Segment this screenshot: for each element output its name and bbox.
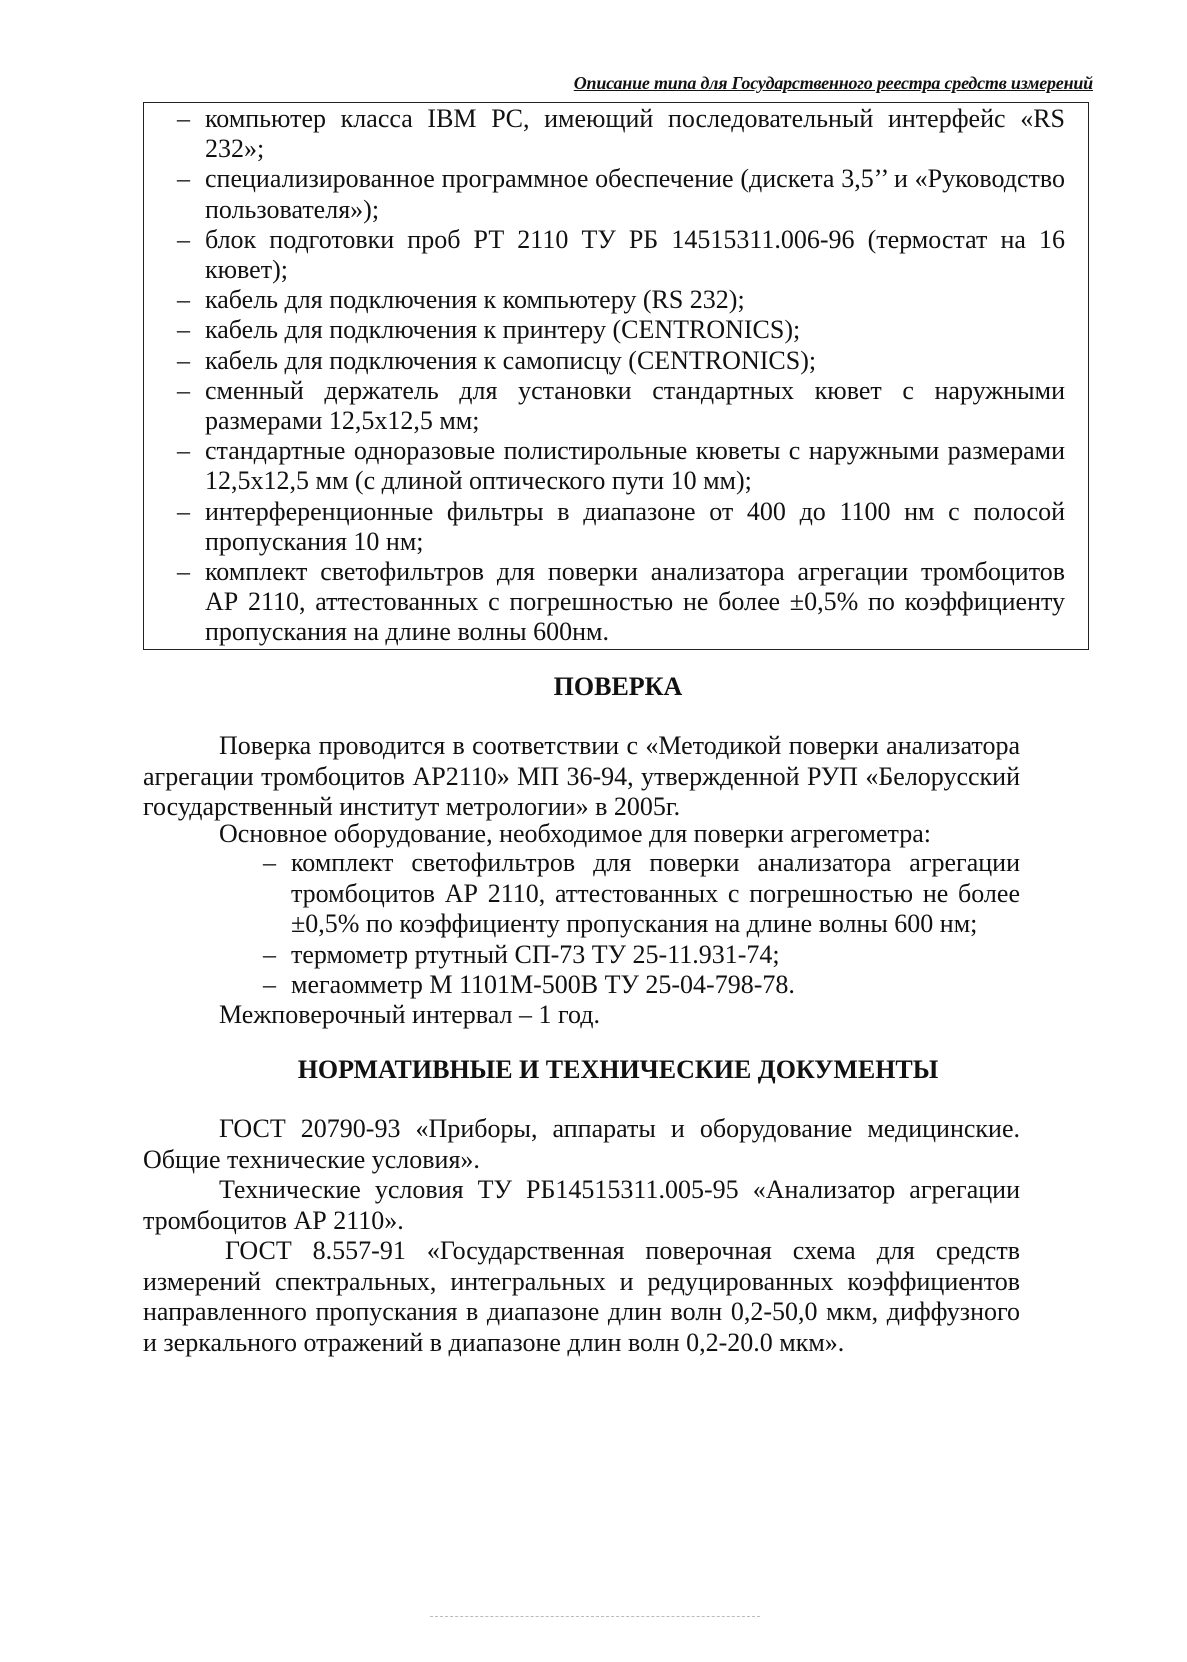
scan-artifact-line bbox=[430, 1616, 760, 1618]
normative-doc-paragraph: ГОСТ 8.557-91 «Государственная поверочная схема для средств измерений спектральных, интегральных и редуцированных коэффициентов направленного пропускания в диапазоне длин волн 0,2-50,0 мкм, диффузного и зеркального отражений в диапазоне длин волн 0,2-20.0 мкм». bbox=[143, 1236, 1020, 1357]
verification-equipment-lead: Основное оборудование, необходимое для поверки агрегометра: bbox=[219, 819, 931, 848]
dash-marker: – bbox=[263, 848, 276, 877]
list-item: – специализированное программное обеспечение (дискета 3,5’’ и «Руководство пользователя»); bbox=[177, 164, 1065, 224]
dash-marker: – bbox=[177, 496, 190, 526]
list-item: – компьютер класса IBM PC, имеющий последовательный интерфейс «RS 232»; bbox=[177, 104, 1065, 164]
section-heading-verification: ПОВЕРКА bbox=[553, 672, 683, 701]
list-item: – комплект светофильтров для поверки анализатора агрегации тромбоцитов АР 2110, аттестованных с погрешностью не более ±0,5% по коэффициенту пропускания на длине волны 600нм. bbox=[177, 557, 1065, 647]
list-item: – кабель для подключения к принтеру (CENTRONICS); bbox=[177, 315, 801, 345]
normative-doc-paragraph: Технические условия ТУ РБ14515311.005-95 «Анализатор агрегации тромбоцитов АР 2110». bbox=[143, 1175, 1020, 1235]
dash-marker: – bbox=[177, 557, 190, 587]
equipment-list bbox=[177, 104, 1065, 648]
list-item: – блок подготовки проб РТ 2110 ТУ РБ 14515311.006-96 (термостат на 16 кювет); bbox=[177, 224, 1065, 285]
list-item: – интерференционные фильтры в диапазоне от 400 до 1100 нм с полосой пропускания 10 нм; bbox=[177, 496, 1065, 556]
normative-doc-paragraph: ГОСТ 20790-93 «Приборы, аппараты и оборудование медицинские. Общие технические условия». bbox=[143, 1114, 1020, 1174]
dash-marker: – bbox=[177, 164, 190, 194]
dash-marker: – bbox=[177, 104, 190, 133]
dash-marker: – bbox=[263, 970, 276, 999]
list-item: – стандартные одноразовые полистирольные кюветы с наружными размерами 12,5х12,5 мм (с длиной оптического пути 10 мм); bbox=[177, 436, 1065, 496]
dash-marker: – bbox=[177, 436, 190, 466]
dash-marker: – bbox=[263, 939, 276, 969]
dash-marker: – bbox=[177, 224, 190, 254]
dash-marker: – bbox=[177, 285, 190, 315]
dash-marker: – bbox=[177, 375, 190, 405]
list-item: – кабель для подключения к самописцу (CENTRONICS); bbox=[177, 345, 817, 375]
list-item: – кабель для подключения к компьютеру (RS 232); bbox=[177, 285, 745, 315]
verification-intro: Поверка проводится в соответствии с «Методикой поверки анализатора агрегации тромбоцитов АР2110» МП 36-94, утвержденной РУП «Белорусский государственный институт метрологии» в 2005г. bbox=[143, 731, 1020, 821]
running-header: Описание типа для Государственного реестра средств измерений bbox=[573, 73, 1093, 93]
list-item: – сменный держатель для установки стандартных кювет с наружными размерами 12,5х12,5 мм; bbox=[177, 375, 1065, 436]
dash-marker: – bbox=[177, 315, 190, 345]
list-item: – термометр ртутный СП-73 ТУ 25-11.931-74; bbox=[263, 939, 780, 969]
list-item: – мегаомметр М 1101М-500В ТУ 25-04-798-78. bbox=[263, 970, 795, 999]
dash-marker: – bbox=[177, 345, 190, 375]
section-heading-normative-docs: НОРМАТИВНЫЕ И ТЕХНИЧЕСКИЕ ДОКУМЕНТЫ bbox=[297, 1055, 939, 1084]
verification-interval: Межповерочный интервал – 1 год. bbox=[219, 1000, 600, 1029]
list-item: – комплект светофильтров для поверки анализатора агрегации тромбоцитов АР 2110, аттестованных с погрешностью не более ±0,5% по коэффициенту пропускания на длине волны 600 нм; bbox=[263, 848, 1020, 938]
verification-equipment-list bbox=[263, 848, 1020, 1001]
